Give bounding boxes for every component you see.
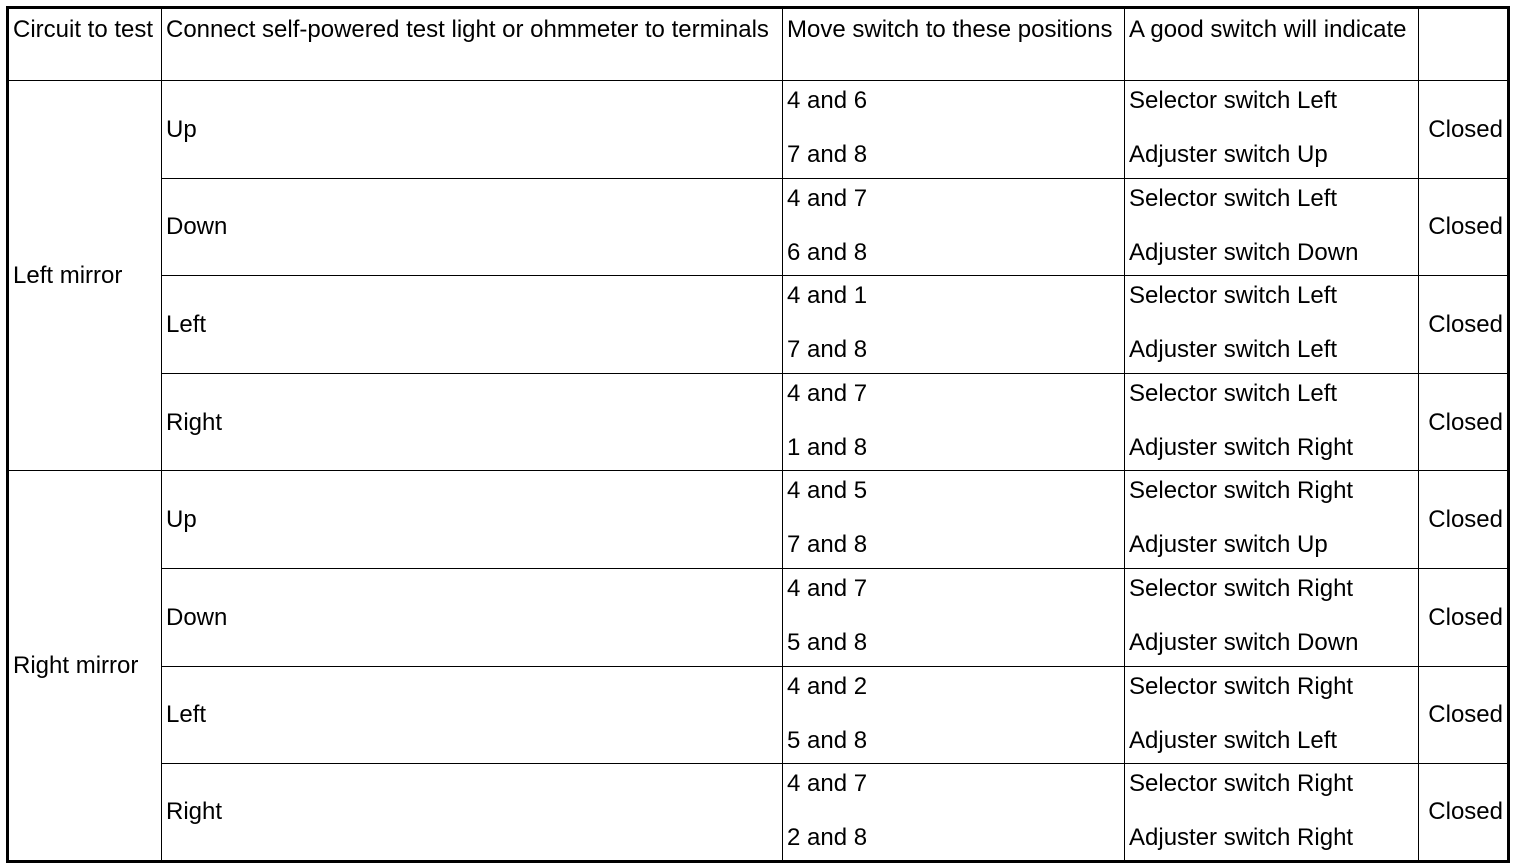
terminals-cell — [783, 178, 1125, 276]
terminals-cell — [783, 666, 1125, 764]
terminal-pair: 4 and 5 — [787, 477, 868, 505]
table-body — [8, 8, 1509, 862]
terminal-pair: 4 and 1 — [787, 282, 868, 310]
terminal-pair: 1 and 8 — [787, 433, 868, 461]
result-cell: Closed — [1419, 373, 1509, 471]
header-indicate: A good switch will indicate — [1125, 8, 1419, 81]
table-row — [8, 178, 1509, 276]
table-row — [8, 764, 1509, 862]
switch-position: Selector switch Left — [1129, 282, 1338, 310]
terminals-cell — [783, 471, 1125, 569]
result-cell: Closed — [1419, 568, 1509, 666]
switch-position-cell — [1125, 373, 1419, 471]
terminals-cell — [783, 568, 1125, 666]
table-row — [8, 276, 1509, 374]
header-positions: Move switch to these positions — [783, 8, 1125, 81]
header-circuit: Circuit to test — [8, 8, 162, 81]
switch-position: Selector switch Left — [1129, 87, 1338, 114]
result-cell: Closed — [1419, 666, 1509, 764]
switch-position: Adjuster switch Left — [1129, 726, 1338, 754]
switch-position: Adjuster switch Right — [1129, 433, 1354, 461]
result-cell: Closed — [1419, 471, 1509, 569]
switch-position: Selector switch Right — [1129, 477, 1354, 505]
switch-position: Selector switch Right — [1129, 770, 1354, 798]
terminal-pair: 7 and 8 — [787, 141, 868, 168]
header-result — [1419, 8, 1509, 81]
switch-position: Adjuster switch Down — [1129, 238, 1359, 266]
direction-cell: Left — [162, 276, 783, 374]
table-row — [8, 666, 1509, 764]
direction-cell: Up — [162, 81, 783, 179]
switch-position-cell — [1125, 471, 1419, 569]
switch-position: Adjuster switch Left — [1129, 336, 1338, 364]
table-row — [8, 568, 1509, 666]
result-cell: Closed — [1419, 81, 1509, 179]
terminal-pair: 2 and 8 — [787, 824, 868, 852]
switch-position: Adjuster switch Up — [1129, 141, 1328, 168]
switch-position-cell — [1125, 666, 1419, 764]
result-cell: Closed — [1419, 276, 1509, 374]
switch-position-cell — [1125, 276, 1419, 374]
switch-position: Selector switch Right — [1129, 574, 1354, 602]
switch-position: Selector switch Left — [1129, 379, 1338, 407]
terminal-pair: 5 and 8 — [787, 726, 868, 754]
direction-cell: Right — [162, 373, 783, 471]
terminals-cell — [783, 764, 1125, 862]
terminal-pair: 4 and 7 — [787, 184, 868, 212]
terminal-pair: 4 and 6 — [787, 87, 868, 114]
result-cell: Closed — [1419, 764, 1509, 862]
header-row — [8, 8, 1509, 81]
terminal-pair: 4 and 7 — [787, 574, 868, 602]
result-cell: Closed — [1419, 178, 1509, 276]
direction-cell: Right — [162, 764, 783, 862]
terminals-cell — [783, 81, 1125, 179]
switch-position-cell — [1125, 764, 1419, 862]
mirror-switch-test-table — [6, 6, 1510, 863]
table-row — [8, 373, 1509, 471]
header-terminals: Connect self-powered test light or ohmmeter to terminals — [162, 8, 783, 81]
direction-cell: Down — [162, 178, 783, 276]
terminal-pair: 7 and 8 — [787, 531, 868, 559]
switch-position: Adjuster switch Down — [1129, 628, 1359, 656]
terminal-pair: 4 and 7 — [787, 770, 868, 798]
terminal-pair: 6 and 8 — [787, 238, 868, 266]
switch-position-cell — [1125, 178, 1419, 276]
direction-cell: Left — [162, 666, 783, 764]
switch-position: Selector switch Left — [1129, 184, 1338, 212]
circuit-cell: Left mirror — [8, 81, 162, 471]
table-row — [8, 471, 1509, 569]
switch-position-cell — [1125, 81, 1419, 179]
direction-cell: Down — [162, 568, 783, 666]
switch-position: Adjuster switch Up — [1129, 531, 1328, 559]
circuit-cell: Right mirror — [8, 471, 162, 861]
terminal-pair: 5 and 8 — [787, 628, 868, 656]
table-row — [8, 81, 1509, 179]
switch-position: Adjuster switch Right — [1129, 824, 1354, 852]
direction-cell: Up — [162, 471, 783, 569]
switch-position-cell — [1125, 568, 1419, 666]
switch-position: Selector switch Right — [1129, 672, 1354, 700]
terminals-cell — [783, 276, 1125, 374]
terminal-pair: 4 and 7 — [787, 379, 868, 407]
terminal-pair: 7 and 8 — [787, 336, 868, 364]
terminal-pair: 4 and 2 — [787, 672, 868, 700]
terminals-cell — [783, 373, 1125, 471]
